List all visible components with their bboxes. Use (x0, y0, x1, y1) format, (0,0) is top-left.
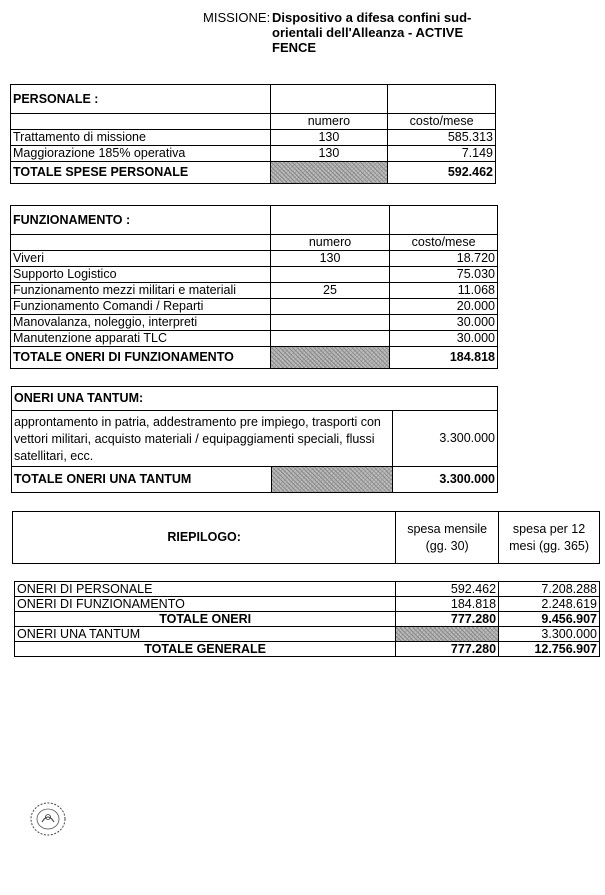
table-row: Funzionamento Comandi / Reparti 20.000 (11, 299, 498, 315)
totale-oneri-row: TOTALE ONERI 777.280 9.456.907 (15, 612, 600, 627)
personale-total-value: 592.462 (388, 162, 496, 184)
funzionamento-total-label: TOTALE ONERI DI FUNZIONAMENTO (11, 347, 271, 369)
una-tantum-table (11, 386, 498, 493)
riepilogo-heading: RIEPILOGO: (13, 512, 396, 564)
riepilogo-table (14, 581, 600, 657)
table-row: Supporto Logistico 75.030 (11, 267, 498, 283)
una-tantum-row: ONERI UNA TANTUM 3.300.000 (15, 627, 600, 642)
col-numero: numero (270, 235, 389, 251)
hatched-cell (271, 467, 393, 493)
una-tantum-heading: ONERI UNA TANTUM: (12, 387, 498, 411)
table-row: Manovalanza, noleggio, interpreti 30.000 (11, 315, 498, 331)
una-tantum-total-value: 3.300.000 (393, 467, 498, 493)
hatched-cell (270, 347, 389, 369)
personale-heading: PERSONALE : (11, 85, 271, 114)
funzionamento-heading: FUNZIONAMENTO : (11, 206, 271, 235)
table-row: Manutenzione apparati TLC 30.000 (11, 331, 498, 347)
col-numero: numero (270, 114, 388, 130)
table-row: ONERI DI PERSONALE 592.462 7.208.288 (15, 582, 600, 597)
stamp-icon (28, 800, 68, 838)
funzionamento-total-value: 184.818 (390, 347, 498, 369)
table-row: Funzionamento mezzi militari e materiali 25 11.068 (11, 283, 498, 299)
table-row: Viveri 130 18.720 (11, 251, 498, 267)
personale-total-label: TOTALE SPESE PERSONALE (11, 162, 271, 184)
table-row: Trattamento di missione 130 585.313 (11, 130, 496, 146)
col-spesa-mensile: spesa mensile (gg. 30) (396, 512, 499, 564)
hatched-cell (270, 162, 388, 184)
riepilogo-header-table (12, 511, 600, 564)
table-row: ONERI DI FUNZIONAMENTO 184.818 2.248.619 (15, 597, 600, 612)
funzionamento-table (10, 205, 498, 369)
table-row: Maggiorazione 185% operativa 130 7.149 (11, 146, 496, 162)
col-spesa-annuale: spesa per 12 mesi (gg. 365) (499, 512, 600, 564)
hatched-cell (396, 627, 499, 642)
col-costo: costo/mese (390, 235, 498, 251)
una-tantum-description: approntamento in patria, addestramento pre impiego, trasporti con vettori militari, acquisto materiali / equipaggiamenti speciali, flussi satellitari, ecc. (12, 411, 393, 467)
totale-generale-row: TOTALE GENERALE 777.280 12.756.907 (15, 642, 600, 657)
mission-label: MISSIONE: (203, 10, 271, 25)
una-tantum-value: 3.300.000 (393, 411, 498, 467)
una-tantum-total-label: TOTALE ONERI UNA TANTUM (12, 467, 272, 493)
mission-title: Dispositivo a difesa confini sud-orientali dell'Alleanza - ACTIVE FENCE (272, 10, 472, 55)
personale-table (10, 84, 496, 184)
col-costo: costo/mese (388, 114, 496, 130)
